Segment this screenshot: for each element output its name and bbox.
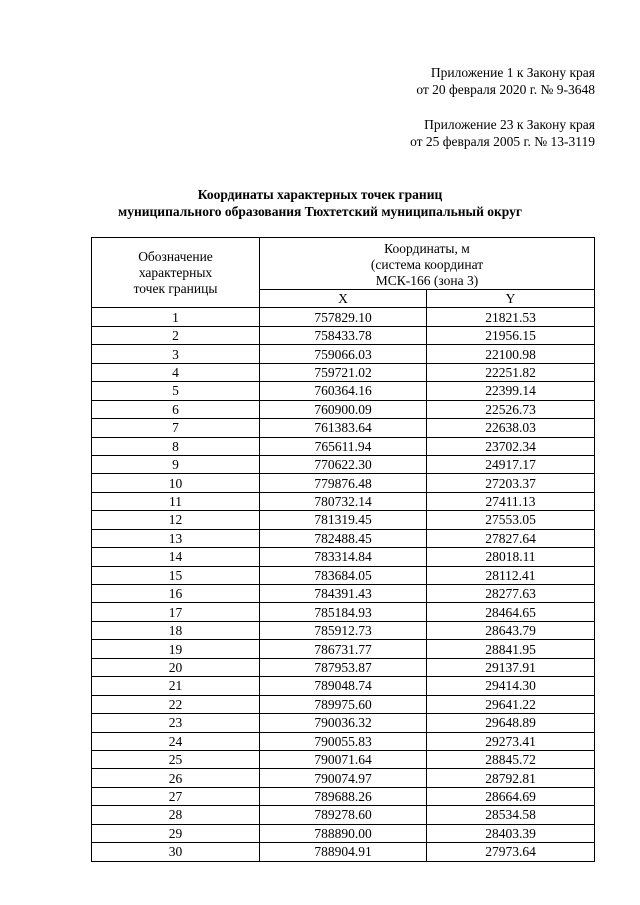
table-row xyxy=(92,806,595,824)
x-coordinate-cell: 757829.10 xyxy=(260,308,427,326)
y-coordinate-cell: 29273.41 xyxy=(427,732,595,750)
x-coordinate-cell: 790071.64 xyxy=(260,750,427,768)
document-title xyxy=(0,186,640,220)
y-coordinate-cell: 21956.15 xyxy=(427,326,595,344)
table-row xyxy=(92,382,595,400)
table-row xyxy=(92,419,595,437)
appendix-2-reference xyxy=(410,116,595,150)
table-row xyxy=(92,714,595,732)
point-number-cell: 13 xyxy=(92,529,260,547)
table-row xyxy=(92,658,595,676)
point-number-cell: 12 xyxy=(92,511,260,529)
x-coordinate-cell: 787953.87 xyxy=(260,658,427,676)
x-coordinate-cell: 788890.00 xyxy=(260,824,427,842)
table-row xyxy=(92,695,595,713)
x-coordinate-cell: 789048.74 xyxy=(260,677,427,695)
y-coordinate-cell: 27973.64 xyxy=(427,843,595,861)
x-coordinate-cell: 788904.91 xyxy=(260,843,427,861)
table-row xyxy=(92,621,595,639)
x-coordinate-cell: 783314.84 xyxy=(260,548,427,566)
y-coordinate-cell: 28464.65 xyxy=(427,603,595,621)
point-number-cell: 26 xyxy=(92,769,260,787)
header-y: Y xyxy=(427,290,595,308)
x-coordinate-cell: 780732.14 xyxy=(260,492,427,510)
table-row xyxy=(92,474,595,492)
point-number-cell: 11 xyxy=(92,492,260,510)
table-row xyxy=(92,326,595,344)
y-coordinate-cell: 27827.64 xyxy=(427,529,595,547)
x-coordinate-cell: 765611.94 xyxy=(260,437,427,455)
table-row xyxy=(92,529,595,547)
point-number-cell: 15 xyxy=(92,566,260,584)
y-coordinate-cell: 22399.14 xyxy=(427,382,595,400)
header-coords-line3: МСК-166 (зона 3) xyxy=(375,273,479,288)
x-coordinate-cell: 789975.60 xyxy=(260,695,427,713)
point-number-cell: 1 xyxy=(92,308,260,326)
y-coordinate-cell: 22638.03 xyxy=(427,419,595,437)
y-coordinate-cell: 21821.53 xyxy=(427,308,595,326)
table-row xyxy=(92,400,595,418)
appendix-2-line2: от 25 февраля 2005 г. № 13-3119 xyxy=(410,134,595,149)
y-coordinate-cell: 27203.37 xyxy=(427,474,595,492)
y-coordinate-cell: 29641.22 xyxy=(427,695,595,713)
appendix-2-line1: Приложение 23 к Закону края xyxy=(424,117,595,132)
y-coordinate-cell: 29137.91 xyxy=(427,658,595,676)
point-number-cell: 3 xyxy=(92,345,260,363)
x-coordinate-cell: 761383.64 xyxy=(260,419,427,437)
header-x: X xyxy=(260,290,427,308)
point-number-cell: 18 xyxy=(92,621,260,639)
table-row xyxy=(92,769,595,787)
x-coordinate-cell: 785912.73 xyxy=(260,621,427,639)
point-number-cell: 27 xyxy=(92,787,260,805)
header-coords-line2: (система координат xyxy=(370,257,484,272)
coordinates-table xyxy=(91,237,595,862)
point-number-cell: 23 xyxy=(92,714,260,732)
title-line1: Координаты характерных точек границ xyxy=(197,187,443,202)
point-number-cell: 19 xyxy=(92,640,260,658)
point-number-cell: 10 xyxy=(92,474,260,492)
point-number-cell: 7 xyxy=(92,419,260,437)
x-coordinate-cell: 770622.30 xyxy=(260,455,427,473)
point-number-cell: 17 xyxy=(92,603,260,621)
point-number-cell: 8 xyxy=(92,437,260,455)
point-number-cell: 9 xyxy=(92,455,260,473)
table-row xyxy=(92,455,595,473)
table-row xyxy=(92,308,595,326)
y-coordinate-cell: 29414.30 xyxy=(427,677,595,695)
point-number-cell: 20 xyxy=(92,658,260,676)
table-row xyxy=(92,843,595,861)
y-coordinate-cell: 29648.89 xyxy=(427,714,595,732)
table-row xyxy=(92,640,595,658)
y-coordinate-cell: 28112.41 xyxy=(427,566,595,584)
x-coordinate-cell: 759721.02 xyxy=(260,363,427,381)
table-body xyxy=(92,308,595,861)
header-points xyxy=(92,238,260,308)
point-number-cell: 21 xyxy=(92,677,260,695)
table-row xyxy=(92,750,595,768)
header-coords-line1: Координаты, м xyxy=(384,241,470,256)
x-coordinate-cell: 786731.77 xyxy=(260,640,427,658)
x-coordinate-cell: 785184.93 xyxy=(260,603,427,621)
x-coordinate-cell: 781319.45 xyxy=(260,511,427,529)
table-row xyxy=(92,585,595,603)
point-number-cell: 22 xyxy=(92,695,260,713)
table-row xyxy=(92,732,595,750)
x-coordinate-cell: 759066.03 xyxy=(260,345,427,363)
y-coordinate-cell: 28534.58 xyxy=(427,806,595,824)
x-coordinate-cell: 779876.48 xyxy=(260,474,427,492)
header-points-line2: характерных xyxy=(138,264,213,280)
x-coordinate-cell: 784391.43 xyxy=(260,585,427,603)
point-number-cell: 30 xyxy=(92,843,260,861)
y-coordinate-cell: 28403.39 xyxy=(427,824,595,842)
table-row xyxy=(92,548,595,566)
x-coordinate-cell: 790074.97 xyxy=(260,769,427,787)
y-coordinate-cell: 28664.69 xyxy=(427,787,595,805)
x-coordinate-cell: 758433.78 xyxy=(260,326,427,344)
point-number-cell: 28 xyxy=(92,806,260,824)
x-coordinate-cell: 760364.16 xyxy=(260,382,427,400)
y-coordinate-cell: 28018.11 xyxy=(427,548,595,566)
x-coordinate-cell: 782488.45 xyxy=(260,529,427,547)
x-coordinate-cell: 790036.32 xyxy=(260,714,427,732)
x-coordinate-cell: 783684.05 xyxy=(260,566,427,584)
x-coordinate-cell: 789688.26 xyxy=(260,787,427,805)
y-coordinate-cell: 24917.17 xyxy=(427,455,595,473)
x-coordinate-cell: 760900.09 xyxy=(260,400,427,418)
y-coordinate-cell: 22526.73 xyxy=(427,400,595,418)
point-number-cell: 2 xyxy=(92,326,260,344)
table-row xyxy=(92,437,595,455)
table-row xyxy=(92,363,595,381)
y-coordinate-cell: 22100.98 xyxy=(427,345,595,363)
appendix-1-line1: Приложение 1 к Закону края xyxy=(430,65,595,80)
point-number-cell: 4 xyxy=(92,363,260,381)
point-number-cell: 25 xyxy=(92,750,260,768)
y-coordinate-cell: 22251.82 xyxy=(427,363,595,381)
point-number-cell: 16 xyxy=(92,585,260,603)
point-number-cell: 24 xyxy=(92,732,260,750)
table-row xyxy=(92,345,595,363)
table-row xyxy=(92,677,595,695)
y-coordinate-cell: 28277.63 xyxy=(427,585,595,603)
header-coordinates xyxy=(260,238,595,290)
y-coordinate-cell: 28643.79 xyxy=(427,621,595,639)
y-coordinate-cell: 28845.72 xyxy=(427,750,595,768)
table-row xyxy=(92,603,595,621)
point-number-cell: 14 xyxy=(92,548,260,566)
header-points-line3: точек границы xyxy=(133,280,218,296)
y-coordinate-cell: 27553.05 xyxy=(427,511,595,529)
table-row xyxy=(92,787,595,805)
header-points-line1: Обозначение xyxy=(138,248,213,264)
y-coordinate-cell: 23702.34 xyxy=(427,437,595,455)
table-row xyxy=(92,492,595,510)
point-number-cell: 29 xyxy=(92,824,260,842)
y-coordinate-cell: 28792.81 xyxy=(427,769,595,787)
point-number-cell: 6 xyxy=(92,400,260,418)
point-number-cell: 5 xyxy=(92,382,260,400)
x-coordinate-cell: 789278.60 xyxy=(260,806,427,824)
y-coordinate-cell: 27411.13 xyxy=(427,492,595,510)
table-row xyxy=(92,511,595,529)
appendix-1-reference xyxy=(416,64,595,98)
title-line2: муниципального образования Тюхтетский муниципальный округ xyxy=(118,204,522,219)
y-coordinate-cell: 28841.95 xyxy=(427,640,595,658)
appendix-1-line2: от 20 февраля 2020 г. № 9-3648 xyxy=(416,82,595,97)
table-row xyxy=(92,566,595,584)
table-row xyxy=(92,824,595,842)
x-coordinate-cell: 790055.83 xyxy=(260,732,427,750)
